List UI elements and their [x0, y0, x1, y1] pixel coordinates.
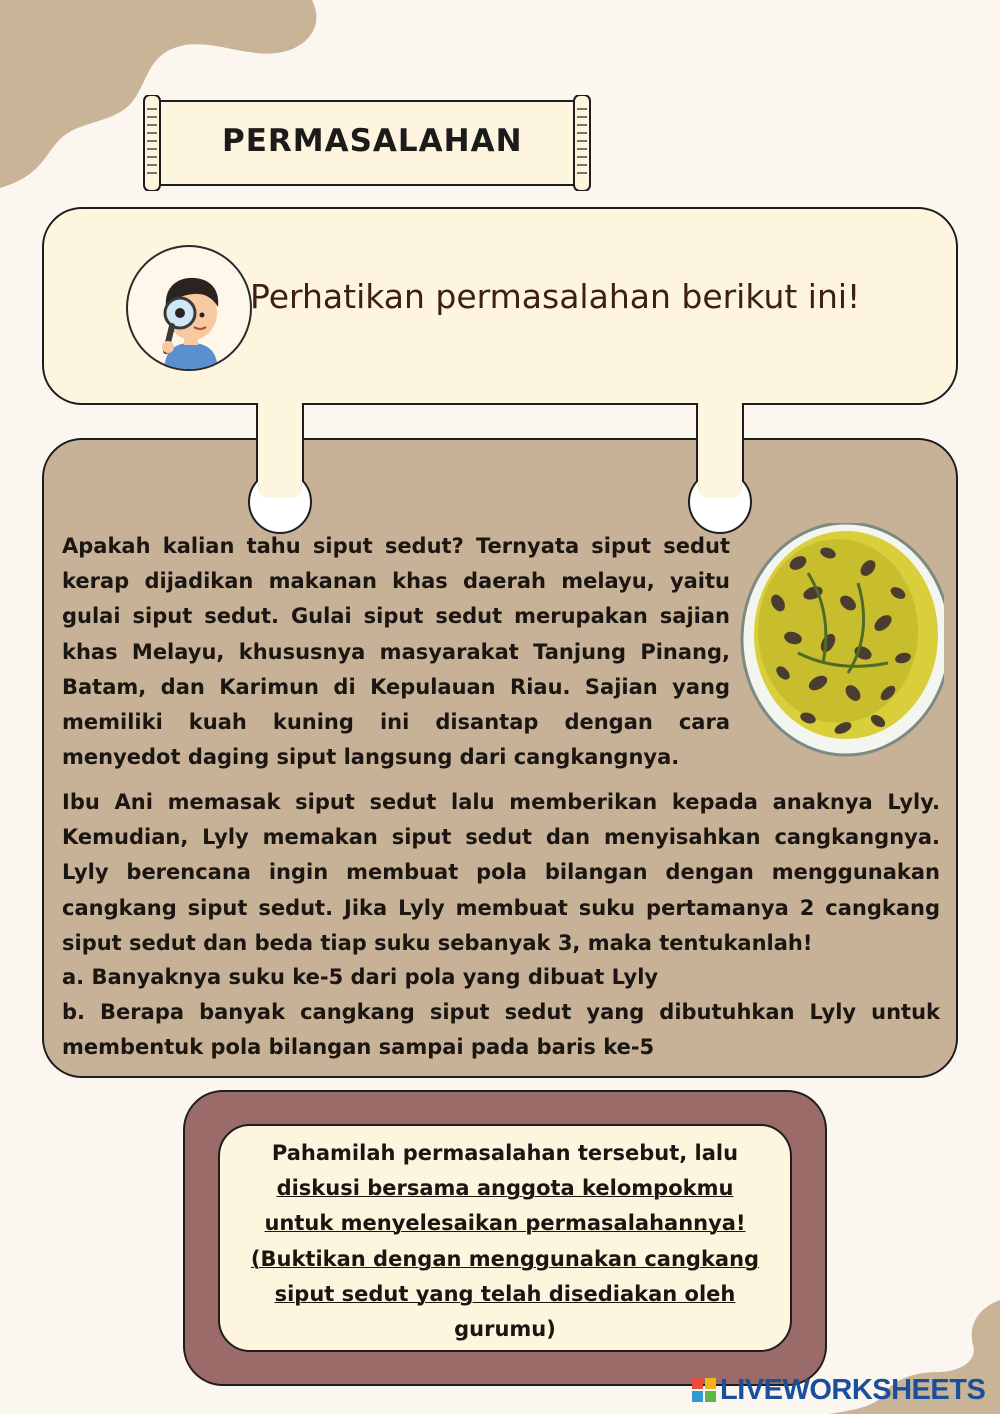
instruction-box [218, 1124, 792, 1352]
connector-right-fill-2 [698, 403, 742, 498]
page-title: PERMASALAHAN [222, 123, 523, 159]
story-paragraph-2: Ibu Ani memasak siput sedut lalu memberikan kepada anaknya Lyly. Kemudian, Lyly memakan siput sedut dan menyisahkan cangkangnya. Lyly berencana ingin membuat pola bilangan dengan menggunakan cangkang siput sedut. Jika Lyly membuat suku pertamanya 2 cangkang siput sedut dan beda tiap suku sebanyak 3, maka tentukanlah! [62, 790, 940, 955]
question-b-line-1: b. Berapa banyak cangkang siput sedut yang dibutuhkan Lyly untuk [62, 1000, 940, 1025]
question-list [62, 960, 940, 1066]
prompt-box [42, 207, 958, 405]
story-paragraph-1: Apakah kalian tahu siput sedut? Ternyata siput sedut kerap dijadikan makanan khas daerah melayu, yaitu gulai siput sedut. Gulai siput sedut merupakan sajian khas Melayu, khususnya masyarakat Tanjung Pinang, Batam, dan Karimun di Kepulauan Riau. Sajian yang memiliki kuah kuning ini disantap dengan cara menyedot daging siput langsung dari cangkangnya. [62, 534, 730, 770]
instruction-line-1: Pahamilah permasalahan tersebut, lalu [271, 1141, 739, 1165]
instruction-line-6: gurumu) [454, 1317, 556, 1342]
liveworksheets-brand-text: LIVEWORKSHEETS [720, 1373, 986, 1406]
gulai-siput-sedut-image [738, 523, 944, 759]
prompt-heading: Perhatikan permasalahan berikut ini! [250, 277, 861, 316]
instruction-line-4: (Buktikan dengan menggunakan cangkang [250, 1246, 760, 1271]
instruction-line-2: diskusi bersama anggota kelompokmu [276, 1176, 734, 1201]
instruction-line-3: untuk menyelesaikan permasalahannya! [264, 1211, 746, 1236]
liveworksheets-watermark[interactable] [692, 1372, 985, 1408]
connector-right-fill [258, 403, 302, 498]
question-a: a. Banyaknya suku ke-5 dari pola yang dibuat Lyly [62, 965, 659, 989]
liveworksheets-logo-icon [692, 1378, 716, 1402]
title-banner [142, 95, 592, 191]
question-b-line-2: membentuk pola bilangan sampai pada baris ke-5 [62, 1035, 655, 1060]
magnifier-boy-icon [126, 245, 252, 371]
instruction-line-5: siput sedut yang telah disediakan oleh [274, 1281, 736, 1306]
